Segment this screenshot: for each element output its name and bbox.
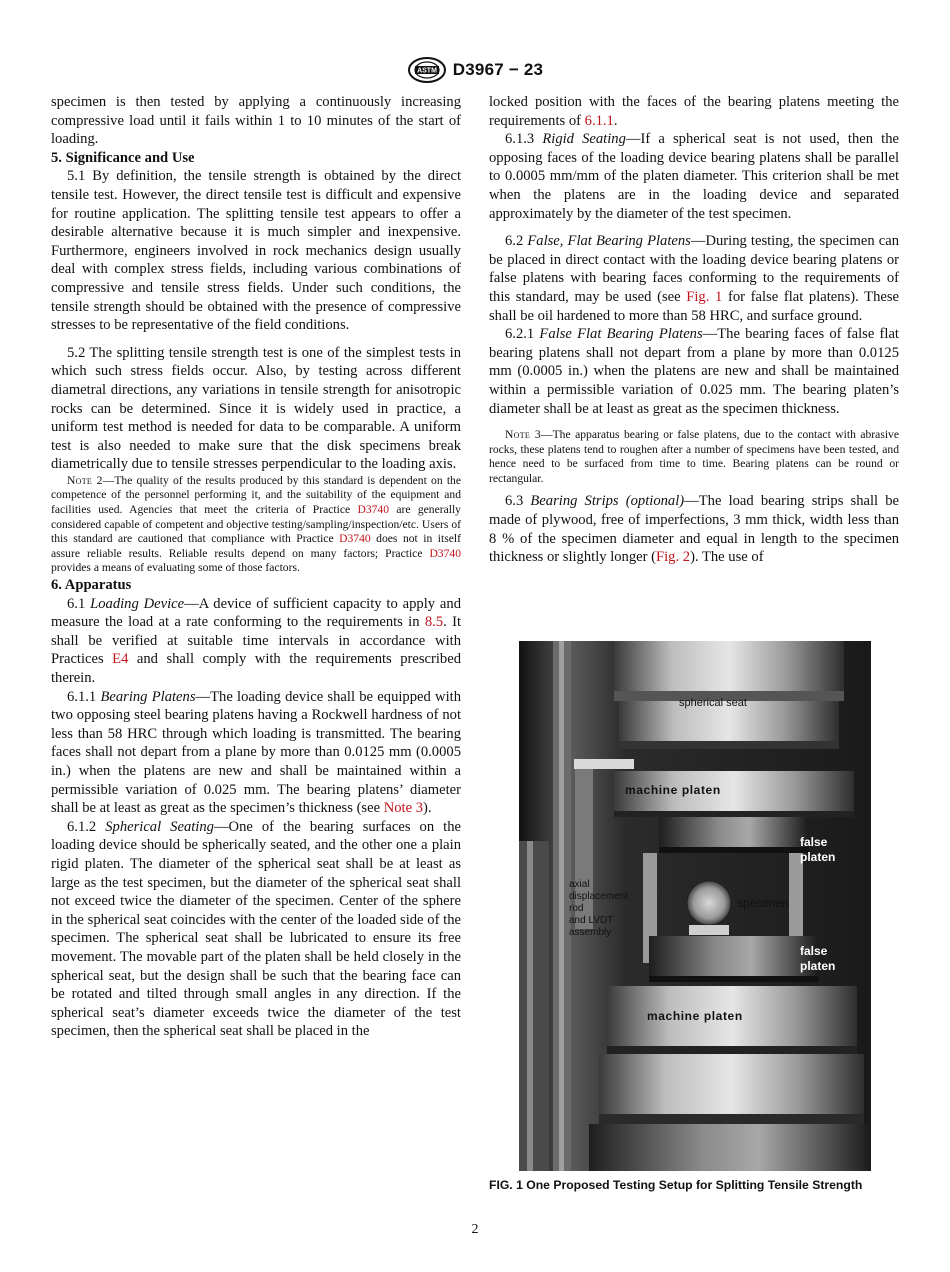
paragraph-6-1-text-a: —A device of sufficient capacity to apply and measure the load at a rate conforming to the requirements in [51, 595, 461, 631]
document-id: D3967 − 23 [452, 60, 544, 79]
paragraph-6-2 [489, 232, 899, 325]
paragraph-5-2: 5.2 The splitting tensile strength test is one of the simplest tests in which such stress fields occur. Also, by testing across different diametral directions, any variations in tensile strength for anisotropic rocks can be determined. Since it is widely used in practice, a uniform test method is needed for data to be comparable. A uniform test is also needed to make sure that the disk specimens break diametrically due to tensile stresses perpendicular to the loading axis. [51, 344, 461, 473]
paragraph-5-1: 5.1 By definition, the tensile strength is obtained by the direct tensile test. However, the direct tensile test is difficult and expensive for routine application. The splitting tensile test appears to offer a desirable alternative because it is much simpler and inexpensive. Furthermore, engineers involved in rock mechanics design usually deal with complex stress fields, including various combinations of compressive and tensile stress fields. Under such conditions, the tensile strength should be obtained with the presence of compressive stresses to be representative of the field conditions. [51, 168, 461, 334]
label-rod: rod [569, 903, 584, 914]
link-e4[interactable]: E4 [112, 651, 129, 668]
label-false-platen-bottom-2: platen [800, 959, 836, 973]
paragraph-6-3-number: 6.3 [505, 493, 531, 510]
note-2-label: Note 2 [67, 473, 103, 487]
link-note-3[interactable]: Note 3 [383, 800, 424, 817]
paragraph-6-2-1-text: —The bearing faces of false flat bearing platens shall not depart from a plane by more than 0.0125 mm (0.0005 in.) when the platens are new and shall be maintained within a permissible variation of 0.025 mm. The bearing platen’s diameter shall be at least as great as the specimen thickness. [489, 326, 899, 417]
label-axial: axial [569, 879, 590, 890]
paragraph-6-1-3-title: Rigid Seating [542, 131, 626, 148]
note-3 [489, 428, 899, 486]
section-5-heading: 5. Significance and Use [51, 149, 195, 166]
label-spherical-seat: spherical seat [679, 697, 747, 709]
paragraph-6-1-3-text: —If a spherical seat is not used, then the opposing faces of the loading device bearing platens shall be parallel to 0.0005 mm/mm of the platen diameter. This criterion shall be met when the platens are in the loading device and separated approximately by the diameter of the test specimen. [489, 131, 899, 222]
paragraph-6-1-1-title: Bearing Platens [100, 688, 196, 705]
paragraph-6-1-text-b: . It shall be verified at suitable time intervals in accordance with Practices [51, 614, 461, 668]
paragraph-6-3 [489, 492, 899, 566]
paragraph-6-1-title: Loading Device [90, 595, 185, 612]
link-8-5[interactable]: 8.5 [424, 614, 444, 631]
paragraph-6-2-title: False, Flat Bearing Platens [527, 233, 691, 250]
paragraph-6-3-text-b: ). The use of [690, 549, 764, 566]
paragraph-6-2-number: 6.2 [505, 233, 528, 250]
note-2-link-d3740-1[interactable]: D3740 [357, 503, 390, 517]
label-machine-platen-top: machine platen [625, 783, 721, 797]
label-machine-platen-bottom: machine platen [647, 1009, 743, 1023]
note-2-link-d3740-3[interactable]: D3740 [429, 546, 461, 560]
svg-text:ASTM: ASTM [416, 67, 437, 75]
paragraph-6-2-1 [489, 325, 899, 418]
label-displacement: displacement [569, 891, 628, 902]
link-fig-2[interactable]: Fig. 2 [656, 549, 691, 566]
section-6-heading: 6. Apparatus [51, 577, 132, 594]
link-6-1-1[interactable]: 6.1.1 [584, 112, 614, 129]
paragraph-6-1-2-text: —One of the bearing surfaces on the loading device should be spherically seated, and the other one a plain rigid platen. The diameter of the spherical seat shall be at least as large as the test specimen, but the diameter of the spherical seat shall not exceed twice the diameter of the specimen. Center of the sphere in the spherical seat coincides with the center of the loaded side of the specimen. The spherical seat shall be lubricated to ensure its free movement. The movable part of the platen shall be held closely in the spherical seat, but the design shall be such that the bearing face can be rotated and tilted through small angles in any direction. If the spherical seat’s diameter exceeds twice the diameter of the test specimen, then the spherical seat shall be placed in the [51, 818, 461, 1040]
paragraph-6-1-number: 6.1 [67, 595, 91, 612]
paragraph-6-1-1 [51, 688, 461, 818]
continued-text-b: . [613, 112, 618, 129]
paragraph-6-1-3-number: 6.1.3 [505, 131, 543, 148]
note-3-label: Note 3 [505, 428, 541, 442]
paragraph-6-1-2-title: Spherical Seating [105, 818, 214, 835]
paragraph-6-1 [51, 595, 461, 688]
paragraph-6-3-text-a: —The load bearing strips shall be made of plywood, free of imperfections, 3 mm thick, width less than 8 % of the specimen diameter and equal in length to the specimen thickness or slightly longer ( [489, 493, 900, 566]
note-2-text-a: —The quality of the results produced by this standard is dependent on the competence of the personnel performing it, and the suitability of the equipment and facilities used. Agencies that meet the criteria of Practice [51, 473, 461, 517]
label-assembly: assembly [569, 927, 612, 938]
figure-1-caption: FIG. 1 One Proposed Testing Setup for Splitting Tensile Strength [489, 1178, 863, 1192]
paragraph-6-1-1-text-a: —The loading device shall be equipped with two opposing steel bearing platens having a Rockwell hardness of not less than 58 HRC through which loading is transmitted. The bearing faces shall not depart from a plane by more than 0.0125 mm (0.0005 in.) when the platens are new and shall be maintained within a permissible variation of 0.025 mm. The bearing platens’ diameter shall be at least as great as the specimen’s thickness (see [51, 688, 461, 817]
note-2-text-c: does not in itself assure reliable results. Reliable results depend on many factors; Practice [51, 532, 461, 560]
paragraph-6-1-2-number: 6.1.2 [67, 818, 106, 835]
intro-paragraph: specimen is then tested by applying a continuously increasing compressive load until it fails within 1 to 10 minutes of the start of loading. [51, 94, 461, 148]
label-specimen: specimen [737, 896, 789, 910]
figure-1-photo [519, 641, 871, 1171]
page-header [0, 56, 950, 86]
paragraph-6-2-1-title: False Flat Bearing Platens [539, 326, 703, 343]
paragraph-6-2-text-b: for false flat platens). These shall be oil hardened to more than 58 HRC, and surface ground. [489, 288, 900, 324]
label-and-lvdt: and LVDT [569, 915, 614, 926]
paragraph-6-3-title: Bearing Strips (optional) [530, 493, 685, 510]
paragraph-6-1-3 [489, 130, 899, 223]
note-2-text-b: are generally considered capable of competent and objective testing/sampling/inspection/etc. Users of this standard are cautioned that compliance with Practice [51, 503, 461, 546]
paragraph-6-1-text-c: and shall comply with the requirements prescribed therein. [51, 651, 461, 686]
label-false-platen-top-1: false [800, 835, 828, 849]
paragraph-6-2-1-number: 6.2.1 [505, 326, 540, 343]
note-2-text-d: provides a means of evaluating some of those factors. [51, 561, 300, 575]
note-3-text: —The apparatus bearing or false platens, due to the contact with abrasive rocks, these platens tend to roughen after a number of specimens have been tested, and hence need to be surfaced from time to time. Bearing platens can be round or rectangular. [489, 428, 899, 485]
note-2 [51, 474, 461, 576]
link-fig-1[interactable]: Fig. 1 [686, 288, 723, 305]
left-column [51, 93, 461, 1041]
astm-logo-icon [407, 56, 447, 84]
continued-paragraph [489, 93, 899, 130]
paragraph-6-1-2 [51, 818, 461, 1041]
page-number: 2 [471, 1222, 479, 1237]
label-false-platen-bottom-1: false [800, 944, 828, 958]
continued-text-a: locked position with the faces of the bearing platens meeting the requirements of [489, 94, 899, 129]
paragraph-6-1-1-number: 6.1.1 [67, 688, 101, 705]
label-false-platen-top-2: platen [800, 850, 836, 864]
paragraph-6-2-text-a: —During testing, the specimen can be placed in direct contact with the loading device bearing platens or false platens with bearing faces conforming to the requirements of this standard, may be used (see [489, 233, 899, 305]
paragraph-6-1-1-text-b: ). [423, 800, 432, 817]
note-2-link-d3740-2[interactable]: D3740 [339, 532, 371, 546]
right-column [489, 93, 899, 567]
